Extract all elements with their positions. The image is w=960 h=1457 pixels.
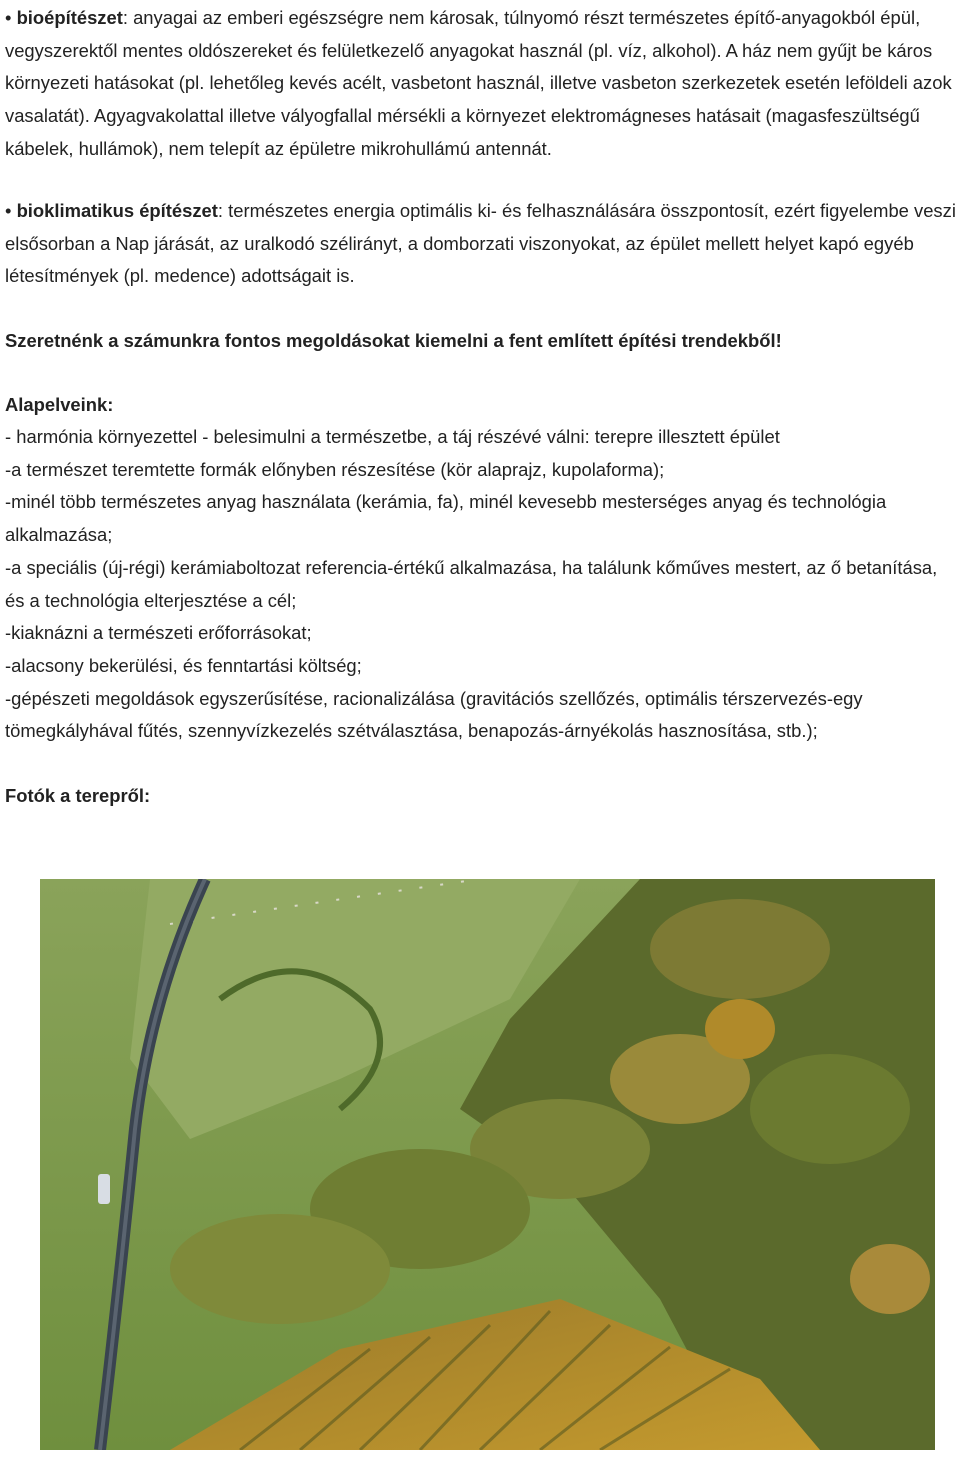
principle-item: -gépészeti megoldások egyszerűsítése, racionalizálása (gravitációs szellőzés, optimális térszervezés-egy tömegkályhával fűtés, szennyvízkezelés szétválasztása, benapozás-árnyékolás hasznosítása, stb.); [5, 687, 863, 742]
highlight-sentence: Szeretnénk a számunkra fontos megoldásokat kiemelni a fent említett építési trendekből! [5, 330, 782, 351]
car [98, 1174, 110, 1204]
principle-item: -a természet teremtette formák előnyben részesítése (kör alaprajz, kupolaforma); [5, 458, 665, 480]
principle-item: -alacsony bekerülési, és fenntartási költség; [5, 654, 362, 676]
term-bioklimatikus: bioklimatikus építészet [16, 200, 218, 221]
text-bioklimatikus: : természetes energia optimális ki- és felhasználására összpontosít, ezért figyelembe veszi elsősorban a Nap járását, az uralkodó szélirányt, a domborzati viszonyokat, az épület mellett helyet kapó egyéb létesítmények (pl. medence) adottságait is. [5, 200, 956, 287]
tree-cluster [170, 1214, 390, 1324]
paragraph-bioklimatikus: • bioklimatikus építészet: természetes energia optimális ki- és felhasználására összpontosít, ezért figyelembe veszi elsősorban a Nap járását, az uralkodó szélirányt, a domborzati viszonyokat, az épület mellett helyet kapó egyéb létesítmények (pl. medence) adottságait is. [5, 200, 956, 287]
tree-cluster [650, 899, 830, 999]
aerial-photo-illustration [40, 879, 935, 1450]
principle-item: -minél több természetes anyag használata (kerámia, fa), minél kevesebb mesterséges anyag és technológia alkalmazása; [5, 491, 887, 546]
principle-item: -a speciális (új-régi) kerámiaboltozat referencia-értékű alkalmazása, ha találunk kőműves mestert, az ő betanítása, és a technológia elterjesztése a cél; [5, 556, 938, 611]
autumn-tree [850, 1244, 930, 1314]
principles-list [5, 421, 957, 748]
term-bioepiteszet: bioépítészet [16, 7, 123, 28]
principle-item: - harmónia környezettel - belesimulni a természetbe, a táj részévé válni: terepre illesztett épület [5, 426, 780, 447]
photos-heading: Fotók a terepről: [5, 785, 151, 806]
principles-heading: Alapelveink: [5, 394, 114, 415]
tree-cluster [750, 1054, 910, 1164]
aerial-site-photo [40, 879, 935, 1450]
autumn-tree [705, 999, 775, 1059]
principle-item: -kiaknázni a természeti erőforrásokat; [5, 622, 312, 644]
text-bioepiteszet: : anyagai az emberi egészségre nem károsak, túlnyomó részt természetes építő-anyagokból épül, vegyszerektől mentes oldószereket és felületkezelő anyagokat használ (pl. víz, alkohol). A ház nem gyűjt be káros környezeti hatásokat (pl. lehetőleg kevés acélt, vasbetont használ, illetve vasbeton szerkezetek esetén leföldeli azok vasalatát). Agyagvakolattal illetve vályogfallal mérsékli a környezet elektromágneses hatásait (magasfeszültségű kábelek, hullámok), nem telepít az épületre mikrohullámú antennát. [5, 7, 952, 159]
paragraph-bioepiteszet: • bioépítészet: anyagai az emberi egészségre nem károsak, túlnyomó részt természetes építő-anyagokból épül, vegyszerektől mentes oldószereket és felületkezelő anyagokat használ (pl. víz, alkohol). A ház nem gyűjt be káros környezeti hatásokat (pl. lehetőleg kevés acélt, vasbetont használ, illetve vasbeton szerkezetek esetén leföldeli azok vasalatát). Agyagvakolattal illetve vályogfallal mérsékli a környezet elektromágneses hatásait (magasfeszültségű kábelek, hullámok), nem telepít az épületre mikrohullámú antennát. [5, 7, 952, 159]
